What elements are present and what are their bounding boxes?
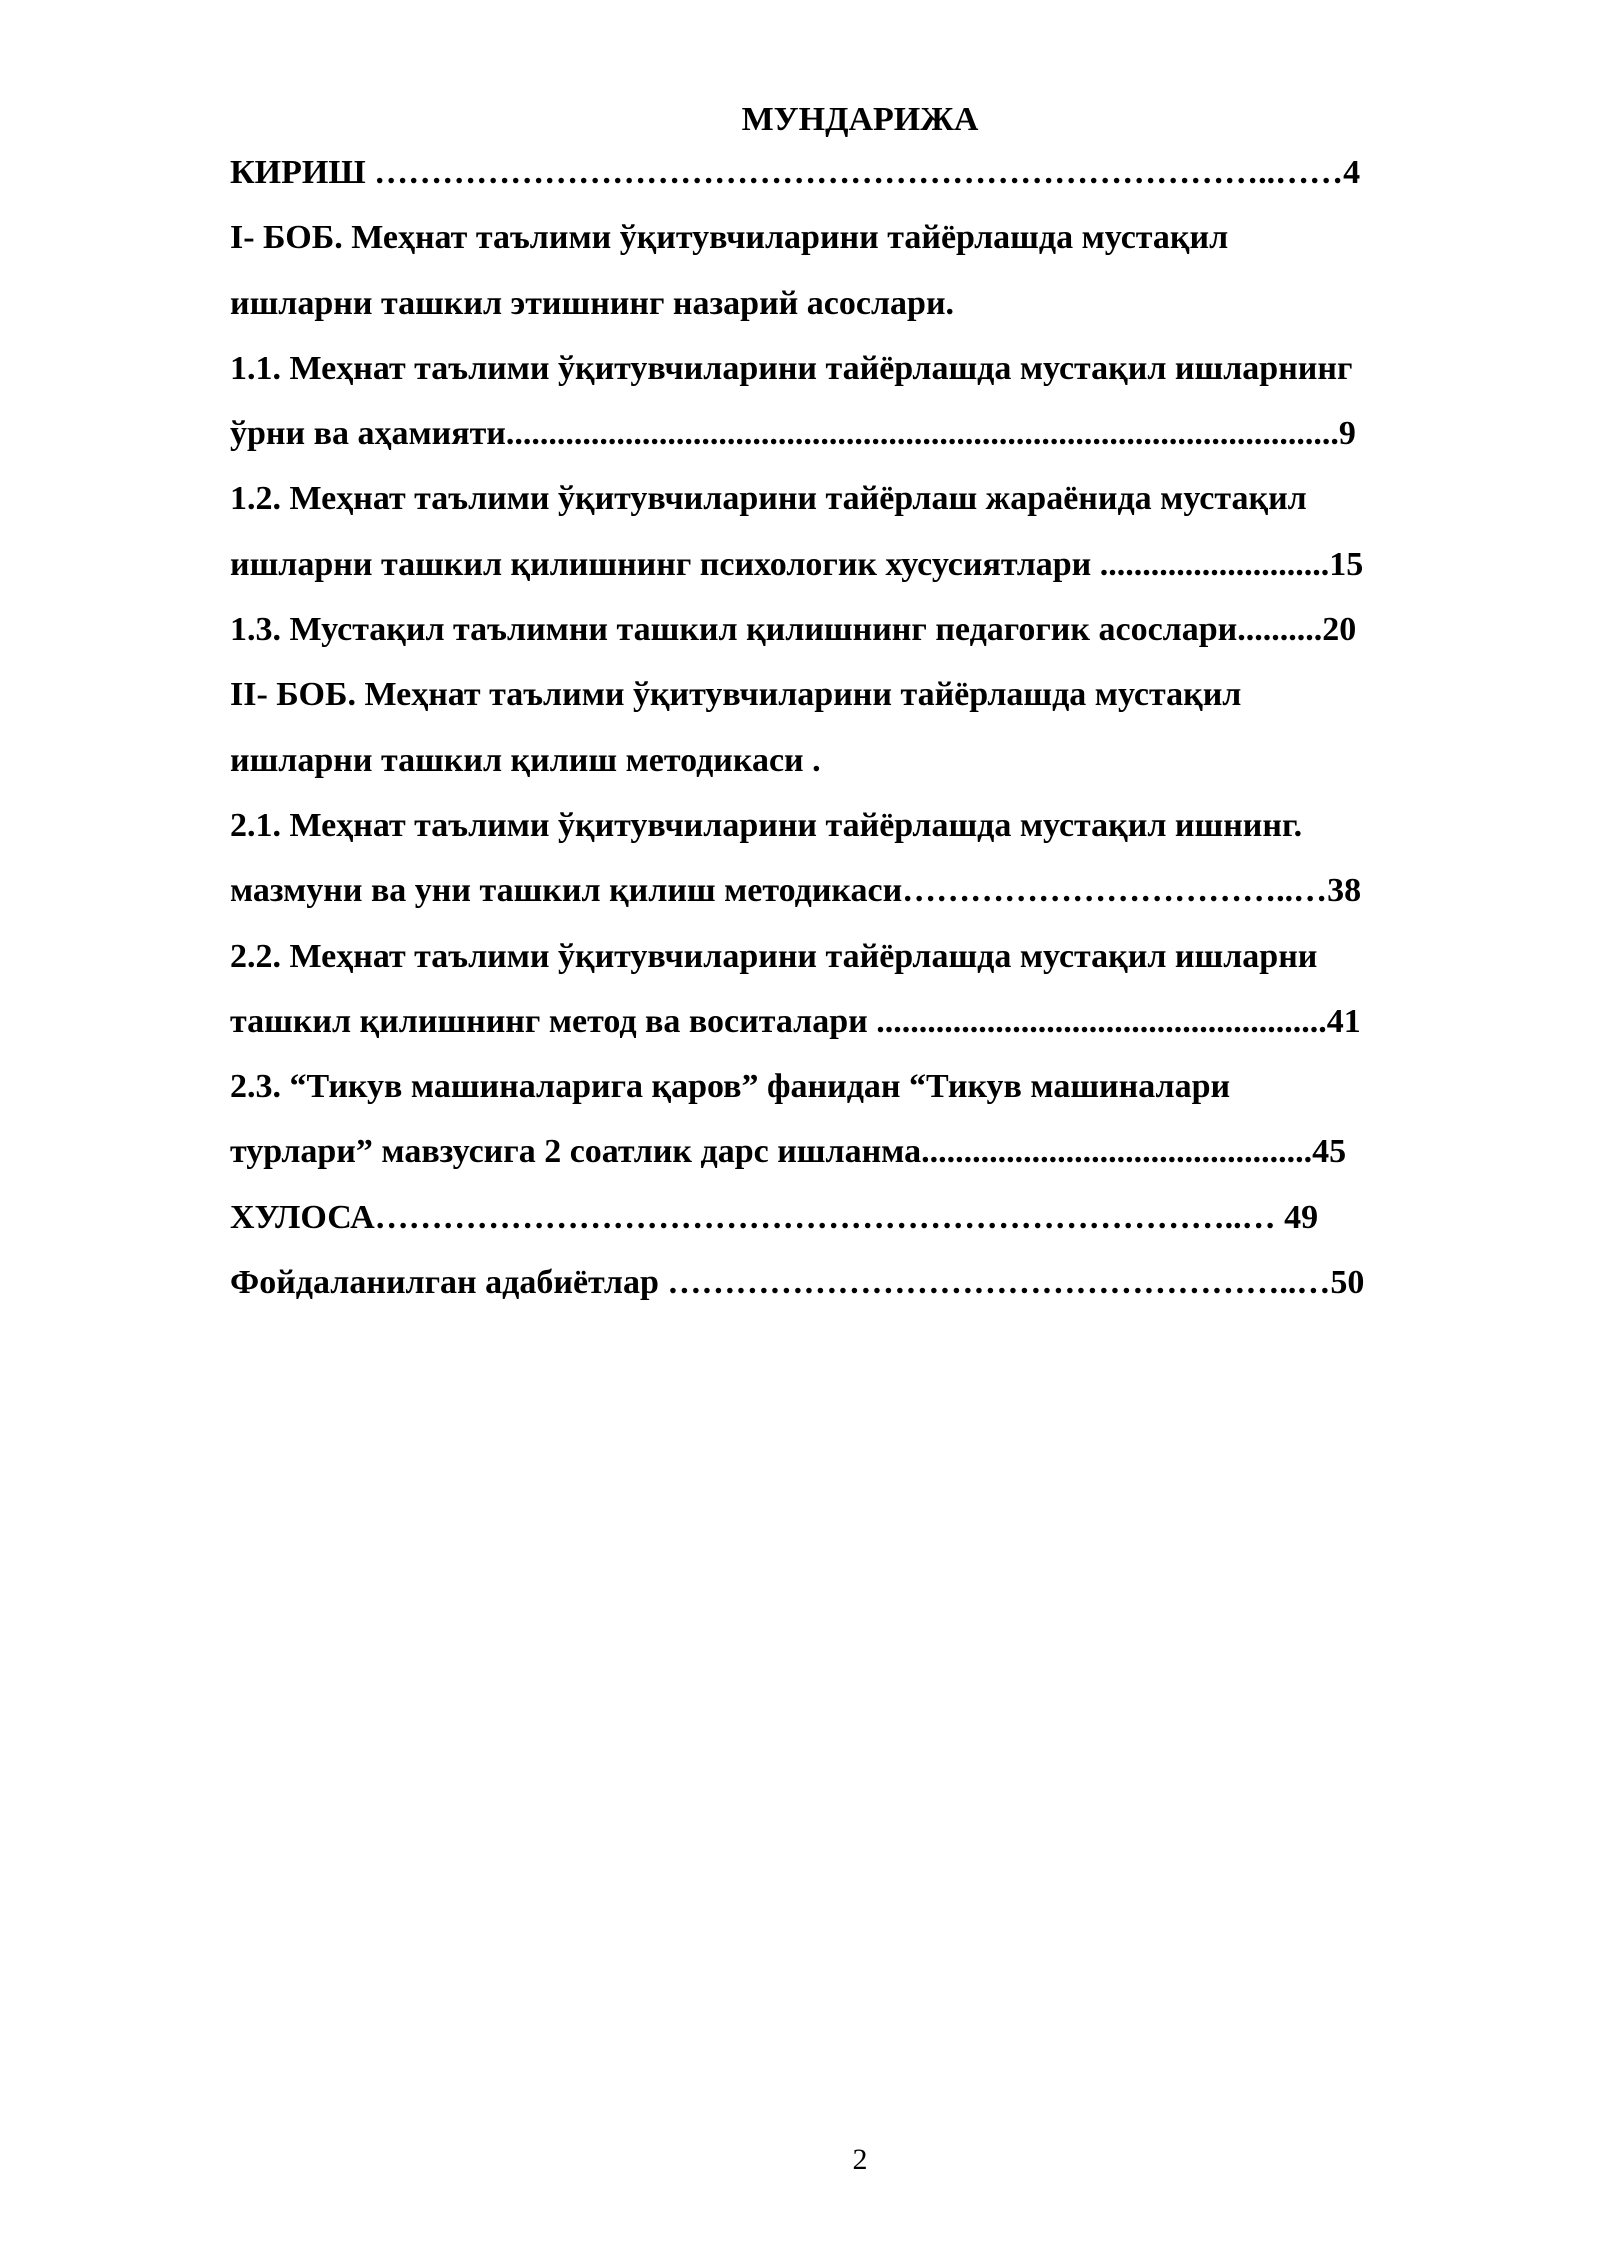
toc-line-section-2-1-cont: мазмуни ва уни ташкил қилиш методикаси……………………………..…38 (230, 872, 1362, 910)
page-title: МУНДАРИЖА (741, 101, 979, 138)
table-of-contents (230, 140, 1490, 1315)
toc-line-section-1-3: 1.3. Мустақил таълимни ташкил қилишнинг педагогик асослари..........20 (230, 611, 1357, 649)
toc-line-introduction: КИРИШ ……………………………………………………………………..……4 (230, 154, 1361, 191)
toc-line-references: Фойдаланилган адабиётлар ………………………………………………..…50 (230, 1264, 1365, 1302)
toc-line-section-2-2-cont: ташкил қилишнинг метод ва воситалари .....................................................41 (230, 1002, 1361, 1040)
toc-line-section-1-1: 1.1. Меҳнат таълими ўқитувчиларини тайёрлашда мустақил ишларнинг (230, 349, 1353, 387)
toc-line-section-2-1: 2.1. Меҳнат таълими ўқитувчиларини тайёрлашда мустақил ишнинг. (230, 806, 1303, 844)
toc-line-section-2-3: 2.3. “Тикув машиналарига қаров” фанидан “Тикув машиналари (230, 1068, 1231, 1106)
page-number: 2 (852, 2143, 868, 2176)
toc-line-chapter-2: II- БОБ. Меҳнат таълими ўқитувчиларини тайёрлашда мустақил (230, 676, 1242, 714)
toc-line-chapter-1: I- БОБ. Меҳнат таълими ўқитувчиларини тайёрлашда мустақил (230, 219, 1229, 257)
toc-line-chapter-2-cont: ишларни ташкил қилиш методикаси . (230, 741, 821, 779)
toc-line-section-1-2: 1.2. Меҳнат таълими ўқитувчиларини тайёрлаш жараёнида мустақил (230, 480, 1307, 518)
toc-line-section-1-2-cont: ишларни ташкил қилишнинг психологик хусусиятлари ...........................15 (230, 545, 1364, 583)
toc-line-conclusion: ХУЛОСА…………………………………………………………………..… 49 (230, 1198, 1319, 1236)
toc-line-chapter-1-cont: ишларни ташкил этишнинг назарий асослари. (230, 284, 955, 322)
toc-line-section-2-2: 2.2. Меҳнат таълими ўқитувчиларини тайёрлашда мустақил ишларни (230, 937, 1318, 975)
toc-line-section-2-3-cont: турлари” мавзусига 2 соатлик дарс ишланма..............................................45 (230, 1133, 1347, 1171)
toc-line-section-1-1-cont: ўрни ва аҳамияти..................................................................................................9 (230, 415, 1356, 453)
